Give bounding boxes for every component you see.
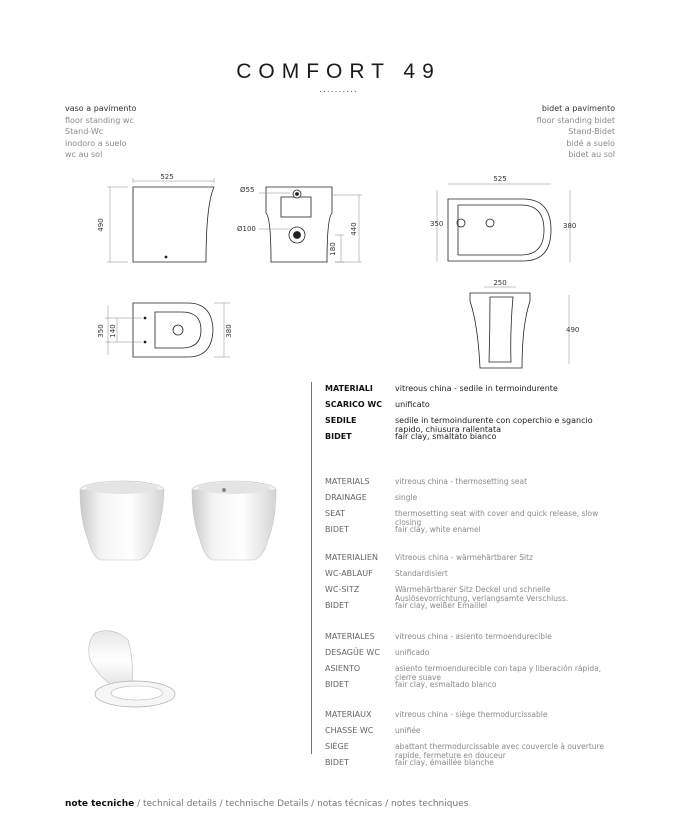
spec-label: MATERIALI xyxy=(325,384,373,393)
wc-rear-dimensions xyxy=(259,193,362,262)
spec-value: asiento termoendurecible con tapa y liberación rápida, cierre suave xyxy=(395,664,602,682)
spec-value: thermosetting seat with cover and quick release, slow closing xyxy=(395,509,599,527)
seat-photo xyxy=(89,631,175,707)
spec-value: fair clay, weißer Emaillel xyxy=(395,601,488,610)
spec-label: SIÈGE xyxy=(325,742,349,751)
bidet-plan-view xyxy=(448,199,551,261)
wc-name-fr: wc au sol xyxy=(65,150,103,159)
spec-value: single xyxy=(395,493,418,502)
dim-wc-bottom-hole: Ø100 xyxy=(237,225,256,233)
spec-label: BIDET xyxy=(325,680,349,689)
bidet-name-fr: bidet au sol xyxy=(568,150,615,159)
wc-photo xyxy=(80,481,164,560)
dim-bidet-height: 490 xyxy=(566,326,580,334)
spec-value: sedile in termoindurente con coperchio e sgancio rapido, chiusura rallentata xyxy=(395,416,593,434)
wc-name-en: floor standing wc xyxy=(65,115,134,125)
spec-label: BIDET xyxy=(325,601,349,610)
spec-label: CHASSE WC xyxy=(325,726,374,735)
wc-side-view xyxy=(133,187,214,262)
dim-bidet-right: 380 xyxy=(563,222,577,230)
wc-name-it: vaso a pavimento xyxy=(65,104,137,113)
dim-wc-plan-width: 350 xyxy=(97,324,105,338)
bidet-name-es: bidé a suelo xyxy=(566,138,615,148)
wc-plan-dimensions xyxy=(105,303,230,357)
bidet-rear-dimensions xyxy=(484,287,569,364)
spec-label: BIDET xyxy=(325,758,349,767)
wc-rear-view xyxy=(266,187,332,262)
dim-wc-top-hole: Ø55 xyxy=(240,186,255,194)
dim-wc-width: 525 xyxy=(160,173,174,181)
dim-bidet-back-width: 250 xyxy=(493,279,507,287)
spec-value: unificato xyxy=(395,400,430,409)
spec-value: fair clay, esmaltado blanco xyxy=(395,680,497,689)
spec-value: unifiée xyxy=(395,726,421,735)
footer-technical-details xyxy=(65,799,468,809)
wc-name-es: inodoro a suelo xyxy=(65,138,127,148)
dim-wc-back-height: 440 xyxy=(350,222,358,236)
spec-value: vitreous china - asiento termoendurecible xyxy=(395,632,552,641)
dim-wc-drain-height: 180 xyxy=(329,242,337,256)
spec-value: Standardisiert xyxy=(395,569,448,578)
bidet-name-en: floor standing bidet xyxy=(536,115,615,125)
wc-side-dimensions xyxy=(107,178,214,262)
bidet-rear-view xyxy=(470,293,530,368)
dim-bidet-width: 525 xyxy=(493,175,507,183)
spec-value: unificado xyxy=(395,648,430,657)
spec-value: fair clay, smaltato bianco xyxy=(395,432,497,441)
bidet-name-de: Stand-Bidet xyxy=(568,127,615,136)
spec-value: Wärmehärtbarer Sitz Deckel und schnelle Auslösevorrichtung, verlangsamte Verschluss. xyxy=(395,585,569,603)
spec-label: DESAGÜE WC xyxy=(325,648,380,657)
dim-wc-plan-inner: 140 xyxy=(109,324,117,338)
spec-value: vitreous china - siège thermodurcissable xyxy=(395,710,548,719)
spec-label: WC-SITZ xyxy=(325,585,360,594)
wc-plan-view xyxy=(133,303,213,357)
spec-value: vitreous china - sedile in termoindurente xyxy=(395,384,558,393)
spec-divider xyxy=(311,382,312,754)
wc-name-de: Stand-Wc xyxy=(65,127,104,136)
spec-value: fair clay, white enamel xyxy=(395,525,481,534)
spec-label: MATERIALES xyxy=(325,632,375,641)
bidet-photo xyxy=(192,481,276,560)
footer-rest: / technical details / technische Details / notas técnicas / notes techniques xyxy=(134,799,469,809)
dim-wc-height: 490 xyxy=(97,218,105,232)
spec-label: ASIENTO xyxy=(325,664,361,673)
spec-label: MATERIAUX xyxy=(325,710,372,719)
spec-value: Vitreous china - wärmehärtbarer Sitz xyxy=(395,553,533,562)
title-underline-dots: .......... xyxy=(319,85,358,95)
spec-label: SEDILE xyxy=(325,416,357,425)
spec-label: WC-ABLAUF xyxy=(325,569,373,578)
dim-wc-plan-right: 380 xyxy=(225,324,233,338)
spec-label: BIDET xyxy=(325,525,349,534)
spec-value: vitreous china - thermosetting seat xyxy=(395,477,528,486)
spec-label: DRAINAGE xyxy=(325,493,367,502)
footer-bold: note tecniche xyxy=(65,799,135,809)
spec-label: SEAT xyxy=(325,509,345,518)
spec-value: abattant thermodurcissable avec couvercle à ouverture rapide, fermeture en douceur xyxy=(395,742,605,760)
page-title: COMFORT 49 xyxy=(236,60,441,83)
spec-label: MATERIALS xyxy=(325,477,370,486)
spec-label: MATERIALIEN xyxy=(325,553,378,562)
spec-label: SCARICO WC xyxy=(325,400,383,409)
dim-bidet-left: 350 xyxy=(430,220,444,228)
bidet-name-it: bidet a pavimento xyxy=(541,104,615,113)
spec-label: BIDET xyxy=(325,432,352,441)
spec-value: fair clay, émaillée blanche xyxy=(395,758,494,767)
